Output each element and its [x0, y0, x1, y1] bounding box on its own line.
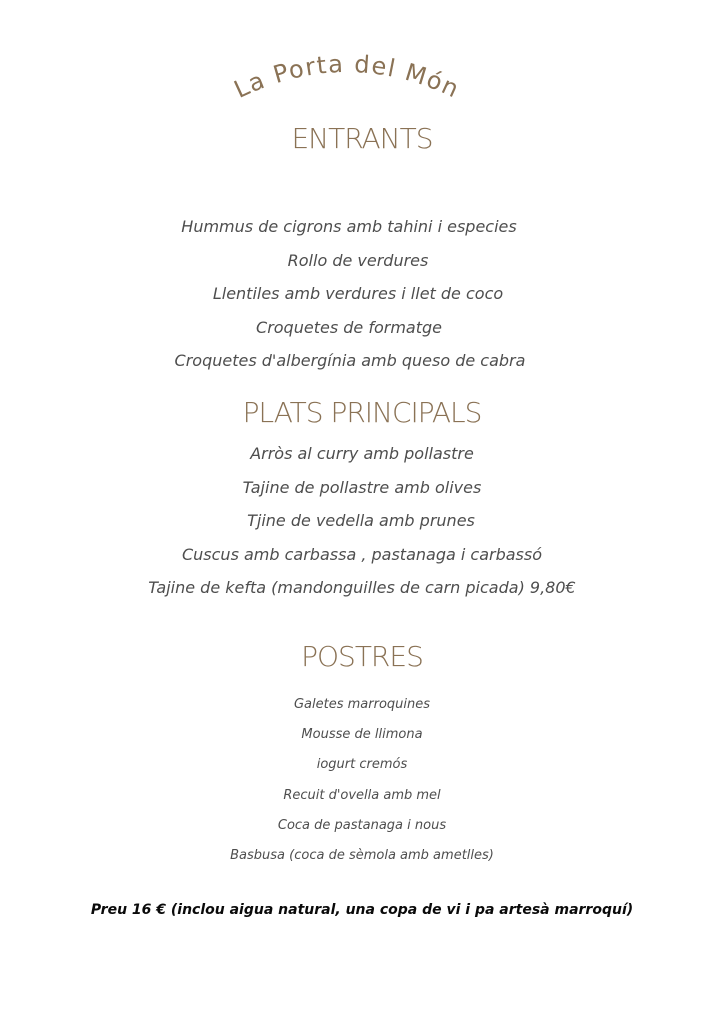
- section-heading-entrants: ENTRANTS: [291, 122, 433, 155]
- plats-principals-list: [0, 443, 724, 611]
- price-note: Preu 16 € (inclou aigua natural, una copa de vi i pa artesà marroquí): [90, 902, 634, 918]
- list-item: Tjine de vedella amb prunes: [247, 511, 475, 530]
- list-item: Tajine de pollastre amb olives: [242, 477, 482, 497]
- list-item: Galetes marroquines: [293, 697, 431, 712]
- list-item: Cuscus amb carbassa , pastanaga i carbassó: [181, 544, 542, 564]
- list-item: Mousse de llimona: [301, 727, 423, 743]
- list-item: Rollo de verdures: [287, 250, 429, 270]
- list-item: Hummus de cigrons amb tahini i especies: [181, 217, 517, 236]
- list-item: Croquetes d'albergínia amb queso de cabra: [174, 351, 526, 370]
- list-item: iogurt cremós: [316, 757, 408, 773]
- section-heading-plats-principals: PLATS PRINCIPALS: [242, 396, 482, 429]
- list-item: Tajine de kefta (mandonguilles de carn picada) 9,80€: [148, 578, 576, 597]
- list-item: Arròs al curry amb pollastre: [250, 444, 474, 463]
- restaurant-logo: [212, 40, 482, 110]
- list-item: Llentiles amb verdures i llet de coco: [212, 284, 504, 303]
- list-item: Croquetes de formatge: [256, 317, 442, 337]
- entrants-list: [0, 216, 724, 384]
- list-item: Basbusa (coca de sèmola amb ametlles): [230, 847, 494, 863]
- postres-list: [0, 695, 724, 876]
- section-heading-postres: POSTRES: [301, 640, 423, 673]
- list-item: Coca de pastanaga i nous: [277, 817, 447, 833]
- restaurant-name: La Porta del Món: [229, 49, 465, 104]
- list-item: Recuit d'ovella amb mel: [283, 787, 441, 803]
